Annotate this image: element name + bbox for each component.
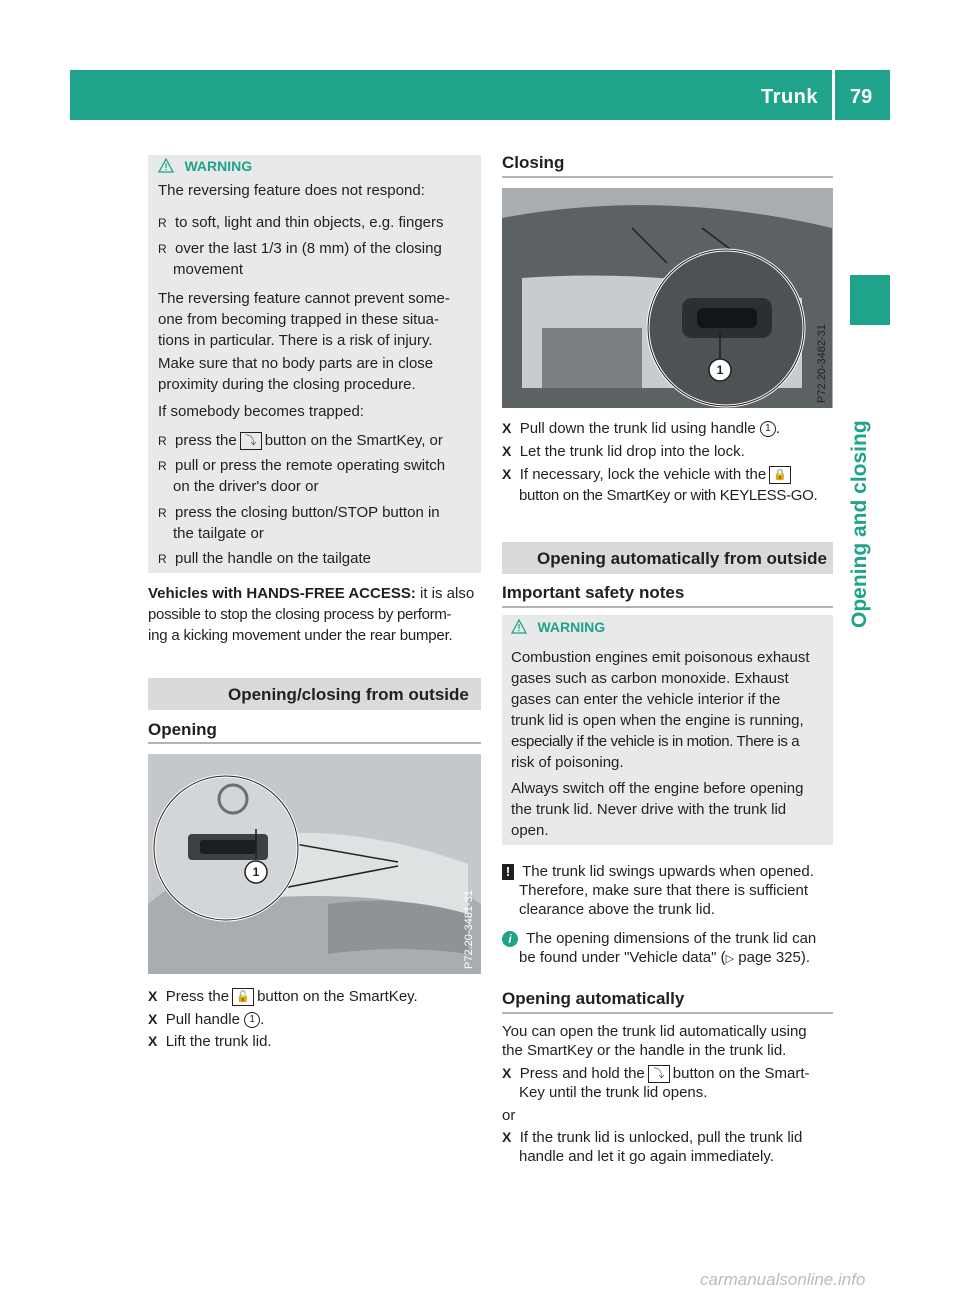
warning-icon: [158, 158, 174, 173]
step-cont: Key until the trunk lid opens.: [519, 1084, 708, 1101]
warning-text: the trunk lid. Never drive with the trunk lid: [511, 801, 787, 818]
figure-code: P72.20-3481-31: [463, 890, 475, 969]
step: X If necessary, lock the vehicle with the 🔒: [502, 464, 794, 485]
subsection-heading: Important safety notes: [502, 583, 685, 602]
subsection-heading: Opening: [148, 720, 217, 739]
trunk-key-icon: ⤵: [240, 432, 262, 450]
warning-icon: [511, 619, 527, 634]
trunk-closing-figure: [502, 188, 833, 408]
hands-free-text: ing a kicking movement under the rear bumper.: [148, 627, 453, 644]
warning-bullet: R press the closing button/STOP button in: [158, 504, 440, 521]
step: X Pull handle 1 .: [148, 1011, 265, 1028]
step-cont: handle and let it go again immediately.: [519, 1148, 774, 1165]
figure-code: P72.20-3482-31: [816, 324, 828, 403]
heading-rule: [502, 1012, 833, 1014]
warning-text: trunk lid is open when the engine is running,: [511, 712, 804, 729]
exclamation-icon: !: [502, 864, 514, 880]
watermark: carmanualsonline.info: [700, 1270, 866, 1289]
warning-bullet-cont: on the driver's door or: [173, 478, 319, 495]
page-ref-arrow-icon: ▷: [725, 953, 735, 965]
subsection-heading: Opening automatically: [502, 989, 685, 1008]
caution-note-cont: Therefore, make sure that there is sufficient: [519, 882, 809, 899]
info-note-cont: be found under "Vehicle data" (▷ page 325).: [519, 949, 811, 966]
warning-text: proximity during the closing procedure.: [158, 376, 416, 393]
warning-text: open.: [511, 822, 549, 839]
step: X Press the 🔓 button on the SmartKey.: [148, 988, 418, 1005]
step: X Let the trunk lid drop into the lock.: [502, 443, 745, 460]
warning-text: If somebody becomes trapped:: [158, 403, 364, 420]
callout-1: 1: [252, 865, 260, 879]
heading-rule: [502, 176, 833, 178]
step: X Pull down the trunk lid using handle 1 .: [502, 420, 781, 437]
warning-heading: WARNING: [158, 158, 252, 176]
body-text: the SmartKey or the handle in the trunk lid.: [502, 1042, 787, 1059]
info-icon: i: [502, 931, 518, 947]
step: X If the trunk lid is unlocked, pull the trunk lid: [502, 1129, 803, 1146]
subsection-heading: Closing: [502, 153, 565, 172]
section-heading: Opening/closing from outside: [228, 685, 469, 704]
warning-text: Always switch off the engine before opening: [511, 780, 804, 797]
warning-text: The reversing feature does not respond:: [158, 182, 425, 199]
warning-bullet: R pull or press the remote operating switch: [158, 457, 446, 474]
section-heading: Opening automatically from outside: [537, 549, 827, 568]
warning-text: gases can enter the vehicle interior if the: [511, 691, 781, 708]
warning-bullet: R press the ⤵ button on the SmartKey, or: [158, 432, 443, 449]
side-tab-label: Opening and closing: [848, 420, 871, 628]
caution-note-cont: clearance above the trunk lid.: [519, 901, 715, 918]
hands-free-text: Vehicles with HANDS-FREE ACCESS: it is also: [148, 585, 475, 602]
trunk-key-icon: ⤵: [648, 1065, 670, 1083]
warning-bullet: R over the last 1/3 in (8 mm) of the closing: [158, 240, 442, 257]
step: X Press and hold the ⤵ button on the Smart-: [502, 1065, 810, 1082]
info-note: i The opening dimensions of the trunk lid can: [502, 928, 816, 949]
step-cont: button on the SmartKey or with KEYLESS-GO.: [519, 487, 818, 504]
body-text: or: [502, 1107, 516, 1124]
warning-bullet-cont: movement: [173, 261, 244, 278]
step: X Lift the trunk lid.: [148, 1033, 272, 1050]
warning-text: risk of poisoning.: [511, 754, 624, 771]
warning-text: tions in particular. There is a risk of injury.: [158, 332, 433, 349]
lock-icon: 🔒: [769, 466, 791, 484]
callout-1: 1: [716, 363, 724, 377]
callout-1-inline: 1: [760, 421, 776, 437]
warning-text: Combustion engines emit poisonous exhaust: [511, 649, 810, 666]
callout-1-inline: 1: [244, 1012, 260, 1028]
warning-text: The reversing feature cannot prevent some-: [158, 290, 450, 307]
warning-heading: WARNING: [511, 619, 605, 637]
heading-rule: [502, 606, 833, 608]
hands-free-text: possible to stop the closing process by perform-: [148, 606, 452, 623]
warning-text: Make sure that no body parts are in close: [158, 355, 434, 372]
header-title: Trunk: [761, 86, 818, 108]
warning-text: gases such as carbon monoxide. Exhaust: [511, 670, 789, 687]
side-tab-marker: [850, 275, 890, 325]
unlock-icon: 🔓: [232, 988, 254, 1006]
page-reference-link[interactable]: page 325).: [738, 949, 811, 966]
heading-rule: [148, 742, 481, 744]
warning-text: one from becoming trapped in these situa-: [158, 311, 439, 328]
header-separator: [832, 70, 835, 120]
warning-bullet: R pull the handle on the tailgate: [158, 550, 372, 567]
caution-note: ! The trunk lid swings upwards when opened.: [502, 861, 814, 882]
body-text: You can open the trunk lid automatically using: [502, 1023, 807, 1040]
warning-bullet-cont: the tailgate or: [173, 525, 264, 542]
warning-text: especially if the vehicle is in motion. There is a: [511, 733, 800, 750]
page-number: 79: [850, 86, 873, 108]
warning-bullet: R to soft, light and thin objects, e.g. fingers: [158, 214, 444, 231]
trunk-opening-figure: [148, 754, 481, 974]
